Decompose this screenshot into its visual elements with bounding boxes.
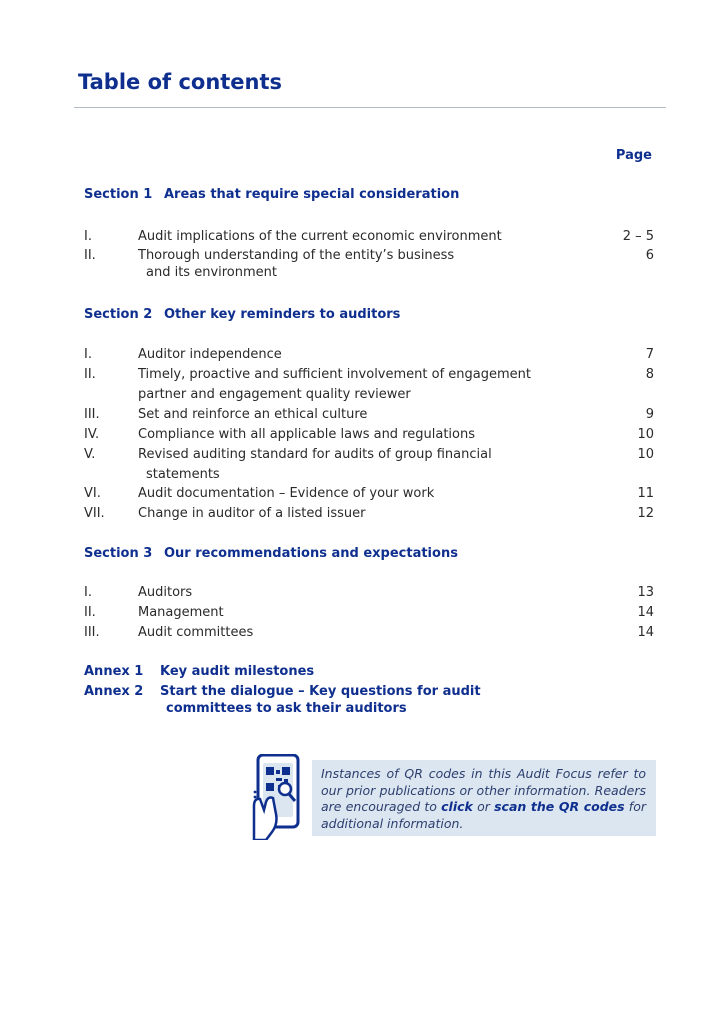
annex-label: Annex 2 [84, 684, 144, 699]
section-label: Section 3 [84, 546, 153, 561]
section-title: Areas that require special consideration [164, 187, 460, 202]
entry-page: 14 [637, 605, 654, 620]
callout-text: Instances of QR codes in this Audit Focus refer to our prior publications or other information. Readers are encouraged to click or scan the QR codes for additional information. [321, 766, 646, 831]
entry-text: Auditor independence [138, 347, 282, 362]
entry-page: 10 [637, 427, 654, 442]
toc-entry[interactable] [84, 484, 654, 504]
click-link[interactable]: click [441, 799, 473, 814]
entry-text: Thorough understanding of the entity’s business [138, 248, 455, 263]
section-label: Section 2 [84, 307, 153, 322]
entry-page: 7 [645, 347, 654, 362]
entry-number: III. [84, 407, 100, 422]
qr-code-phone-icon [252, 754, 304, 840]
section-2-heading[interactable] [84, 307, 401, 322]
entry-text: Revised auditing standard for audits of group financial [138, 447, 492, 462]
section-title: Other key reminders to auditors [164, 307, 401, 322]
toc-entry[interactable] [84, 425, 654, 445]
entry-number: VII. [84, 506, 105, 521]
toc-entry[interactable] [84, 623, 654, 643]
annex-label: Annex 1 [84, 664, 144, 679]
entry-number: II. [84, 367, 96, 382]
annex-title-continued: committees to ask their auditors [166, 701, 407, 716]
entry-text: Compliance with all applicable laws and regulations [138, 427, 475, 442]
entry-text-continued: and its environment [146, 265, 277, 280]
entry-number: II. [84, 248, 96, 263]
entry-page: 12 [637, 506, 654, 521]
entry-text-continued: partner and engagement quality reviewer [138, 387, 411, 402]
entry-text: Timely, proactive and sufficient involvement of engagement [138, 367, 531, 382]
toc-entry[interactable] [84, 345, 654, 365]
entry-page: 14 [637, 625, 654, 640]
toc-entry[interactable] [84, 583, 654, 603]
toc-entry[interactable] [84, 504, 654, 524]
entry-page: 13 [637, 585, 654, 600]
entry-number: III. [84, 625, 100, 640]
page-title: Table of contents [78, 70, 283, 94]
section-label: Section 1 [84, 187, 153, 202]
entry-text: Set and reinforce an ethical culture [138, 407, 368, 422]
section-title: Our recommendations and expectations [164, 546, 458, 561]
entry-text: Audit documentation – Evidence of your work [138, 486, 435, 501]
entry-number: IV. [84, 427, 100, 442]
entry-page: 11 [637, 486, 654, 501]
entry-page: 2 – 5 [622, 229, 654, 244]
annex-title: Key audit milestones [160, 664, 315, 679]
entry-number: I. [84, 585, 92, 600]
entry-number: VI. [84, 486, 101, 501]
toc-entry[interactable] [84, 405, 654, 425]
entry-text: Audit implications of the current economic environment [138, 229, 502, 244]
entry-text-continued: statements [146, 467, 220, 482]
entry-page: 8 [645, 367, 654, 382]
qr-info-callout [312, 760, 656, 836]
scan-qr-link[interactable]: scan the QR codes [494, 799, 625, 814]
entry-page: 10 [637, 447, 654, 462]
section-3-heading[interactable] [84, 546, 458, 561]
entry-number: V. [84, 447, 96, 462]
entry-page: 6 [645, 248, 654, 263]
title-divider [74, 107, 666, 108]
entry-text: Auditors [138, 585, 193, 600]
toc-entry[interactable] [84, 365, 654, 385]
toc-entry[interactable] [84, 445, 654, 465]
page-column-label: Page [615, 148, 652, 163]
entry-text: Audit committees [138, 625, 254, 640]
annex-title: Start the dialogue – Key questions for audit [160, 684, 481, 699]
entry-number: II. [84, 605, 96, 620]
entry-number: I. [84, 347, 92, 362]
entry-text: Change in auditor of a listed issuer [138, 506, 366, 521]
section-1-heading[interactable] [84, 187, 460, 202]
entry-page: 9 [645, 407, 654, 422]
toc-entry[interactable] [84, 227, 654, 247]
entry-text: Management [138, 605, 224, 620]
toc-entry[interactable] [84, 603, 654, 623]
entry-number: I. [84, 229, 92, 244]
